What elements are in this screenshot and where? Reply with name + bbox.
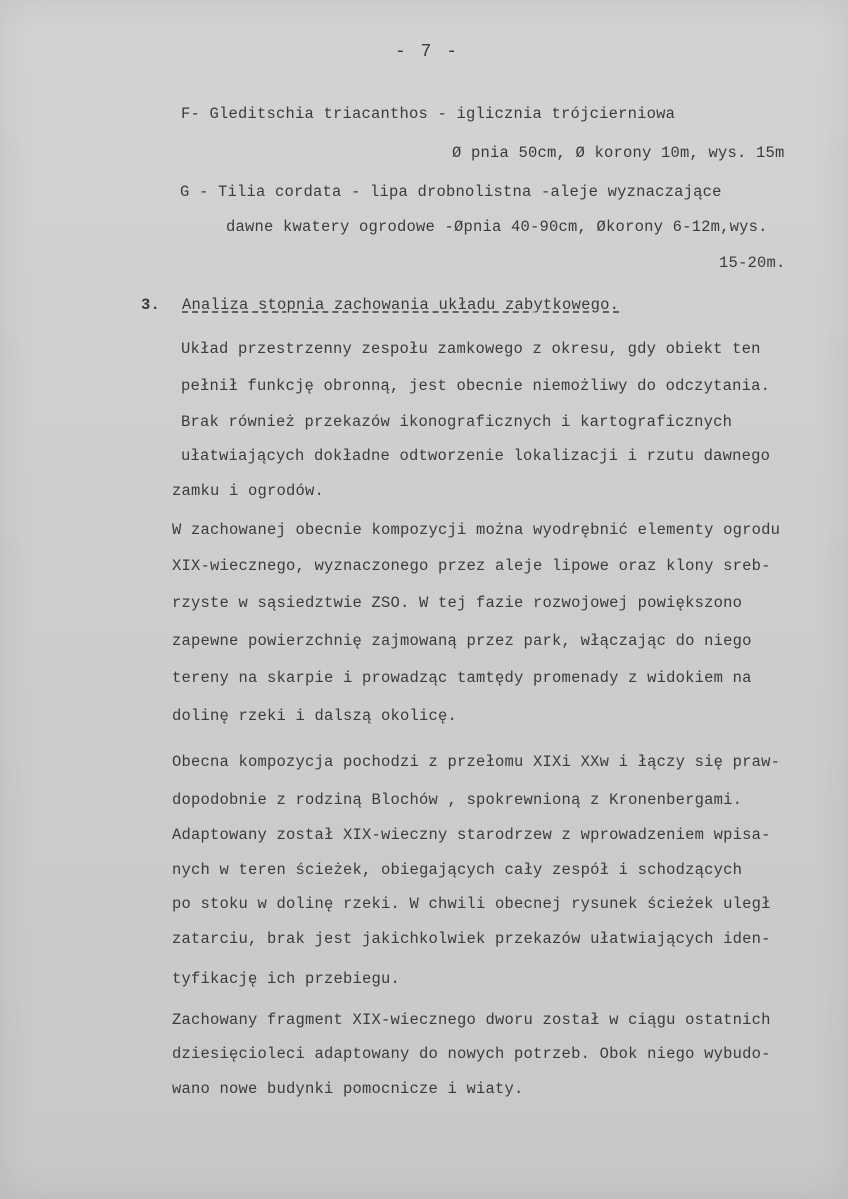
paragraph-3-line: Obecna kompozycja pochodzi z przełomu XIXi XXw i łączy się praw- [172,753,781,771]
paragraph-3-line: tyfikację ich przebiegu. [172,970,401,988]
species-g-line-3: 15-20m. [719,254,786,272]
paragraph-3-line: nych w teren ścieżek, obiegających cały zespół i schodzących [172,861,743,879]
paragraph-2-line: zapewne powierzchnię zajmowaną przez park, włączając do niego [172,632,752,650]
paragraph-2-line: tereny na skarpie i prowadząc tamtędy promenady z widokiem na [172,669,752,687]
paragraph-1-line: pełnił funkcję obronną, jest obecnie niemożliwy do odczytania. [181,377,771,395]
paragraph-2-line: dolinę rzeki i dalszą okolicę. [172,707,458,725]
paragraph-3-line: zatarciu, brak jest jakichkolwiek przekazów ułatwiających iden- [172,930,771,948]
paragraph-1-line: Brak również przekazów ikonograficznych i kartograficznych [181,413,733,431]
species-f-line-2: Ø pnia 50cm, Ø korony 10m, wys. 15m [452,144,785,162]
section-number: 3. [141,296,161,314]
paragraph-3-line: dopodobnie z rodziną Blochów , spokrewnioną z Kronenbergami. [172,791,743,809]
paragraph-2-line: rzyste w sąsiedztwie ZSO. W tej fazie rozwojowej powiększono [172,594,743,612]
paragraph-4-line: wano nowe budynki pomocnicze i wiaty. [172,1080,524,1098]
paragraph-4-line: dziesięcioleci adaptowany do nowych potrzeb. Obok niego wybudo- [172,1045,771,1063]
species-f-line-1: F- Gleditschia triacanthos - iglicznia trójcierniowa [181,105,676,123]
page-number: - 7 - [395,42,460,62]
paragraph-1-line: Układ przestrzenny zespołu zamkowego z okresu, gdy obiekt ten [181,340,761,358]
species-g-line-1: G - Tilia cordata - lipa drobnolistna -aleje wyznaczające [180,183,722,201]
section-title: Analiza stopnia zachowania układu zabytkowego. [182,296,620,314]
paragraph-4-line: Zachowany fragment XIX-wiecznego dworu został w ciągu ostatnich [172,1011,771,1029]
paragraph-3-line: po stoku w dolinę rzeki. W chwili obecnej rysunek ścieżek uległ [172,895,771,913]
paragraph-3-line: Adaptowany został XIX-wieczny starodrzew z wprowadzeniem wpisa- [172,826,771,844]
paragraph-1-line: zamku i ogrodów. [172,482,325,500]
species-g-line-2: dawne kwatery ogrodowe -Øpnia 40-90cm, Økorony 6-12m,wys. [226,218,768,236]
paragraph-1-line: ułatwiających dokładne odtworzenie lokalizacji i rzutu dawnego [181,447,771,465]
paragraph-2-line: W zachowanej obecnie kompozycji można wyodrębnić elementy ogrodu [172,521,781,539]
paragraph-2-line: XIX-wiecznego, wyznaczonego przez aleje lipowe oraz klony sreb- [172,557,771,575]
